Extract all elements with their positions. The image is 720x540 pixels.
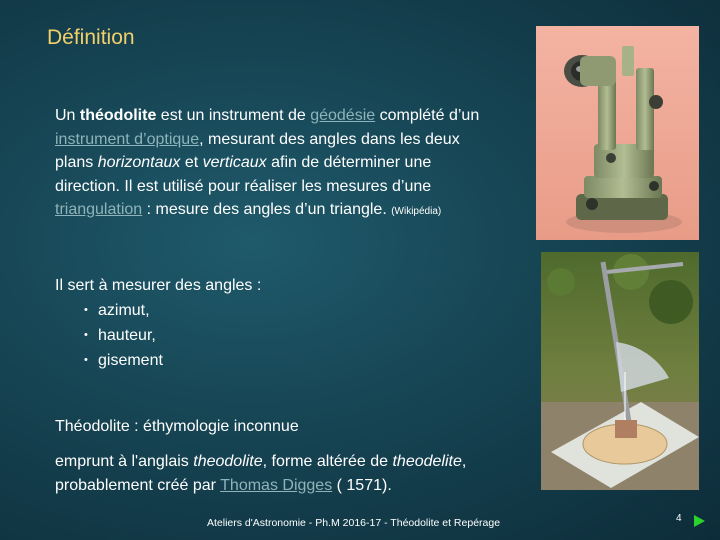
theodolite-photo	[536, 26, 699, 240]
list-item: • hauteur,	[84, 323, 163, 348]
source-note: (Wikipédia)	[391, 206, 442, 217]
text-segment: , probablement créé par	[55, 453, 467, 494]
text-segment: Un	[55, 107, 80, 124]
word-theodolite: theodolite	[193, 453, 263, 470]
link-instrument-optique[interactable]: instrument d’optique	[55, 130, 200, 148]
text-segment: , mesurant des angles dans les deux plans	[55, 130, 460, 171]
definition-paragraph	[55, 104, 500, 224]
angles-intro: Il sert à mesurer des angles :	[55, 277, 262, 294]
slide-title: Définition	[47, 26, 135, 49]
text-segment: afin de déterminer une direction. Il est utilisé pour réaliser les mesures d’une	[55, 154, 432, 195]
etymology-paragraph	[55, 450, 535, 497]
word-theodelite: theodelite	[392, 453, 462, 470]
link-geodesie[interactable]: géodésie	[310, 107, 376, 124]
etymology-line: Théodolite : éthymologie inconnue	[55, 418, 299, 435]
term-verticaux: verticaux	[202, 154, 267, 171]
term-theodolite: théodolite	[79, 107, 157, 124]
angle-instrument-photo	[541, 252, 699, 490]
list-item: • gisement	[84, 348, 163, 373]
text-segment: complété d’un	[375, 107, 480, 124]
footer-text: Ateliers d'Astronomie - Ph.M 2016-17 - Théodolite et Repérage	[207, 517, 501, 529]
link-triangulation[interactable]: triangulation	[55, 201, 143, 218]
term-horizontaux: horizontaux	[97, 154, 181, 171]
text-segment: et	[180, 154, 203, 171]
list-item: • azimut,	[84, 298, 163, 323]
text-segment: est un instrument de	[156, 107, 311, 124]
angles-list	[84, 298, 163, 373]
link-thomas-digges[interactable]: Thomas Digges	[220, 476, 333, 494]
text-segment: , forme altérée de	[262, 453, 393, 470]
page-number: 4	[676, 513, 682, 524]
text-segment: emprunt à l'anglais	[55, 453, 194, 470]
text-segment: : mesure des angles d’un triangle.	[142, 201, 392, 218]
next-slide-arrow-icon[interactable]	[694, 515, 705, 527]
text-segment: ( 1571).	[332, 476, 392, 494]
